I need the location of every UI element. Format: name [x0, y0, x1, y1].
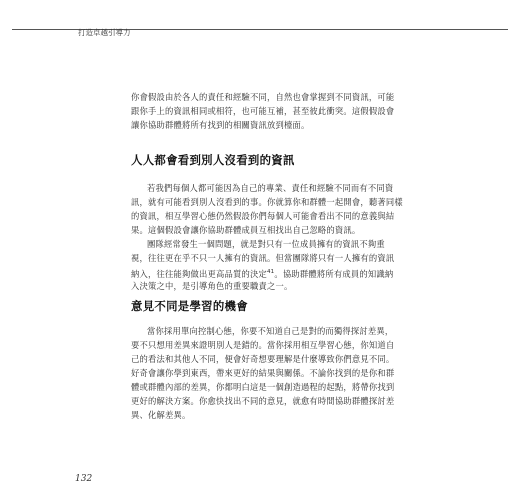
section-heading: 意見不同是學習的機會 — [131, 299, 248, 313]
text-line: 訊，就有可能看到別人沒看到的事。你就算你和群體一起開會，聽著同樣 — [131, 197, 403, 207]
section1-paragraph1 — [131, 181, 403, 237]
text-run: 納入，往往能夠做出更高品質的決定 — [131, 269, 267, 279]
section1-paragraph2 — [131, 237, 396, 293]
text-line: 跟你手上的資訊相同或相符，也可能互補，甚至彼此衝突。這假假設會 — [131, 106, 395, 116]
text-line: 當你採用單向控制心態，你要不知道自己是對的而獨得探討差異， — [147, 326, 394, 336]
text-line: 異、化解差異。 — [131, 410, 191, 420]
text-line: 體或群體內部的差異，你都明白這是一個創造過程的起點，將帶你找到 — [131, 382, 395, 392]
text-line: 己的看法和其他人不同，便會好奇想要理解是什麼導致你們意見不同。 — [131, 354, 395, 364]
text-line: 要不只想用差異來證明別人是錯的。當你採用相互學習心態，你知道自 — [131, 340, 395, 350]
text-line: 入決策之中，是引導角色的重要職責之一。 — [131, 281, 293, 291]
page-number: 132 — [75, 474, 93, 484]
text-line: 更好的解決方案。你愈快找出不同的意見，就愈有時間協助群體探討差 — [131, 396, 395, 406]
text-line: 你會假設由於各人的責任和經驗不同，自然也會掌握到不同資訊，可能 — [131, 92, 395, 102]
section-heading: 人人都會看到別人沒看到的資訊 — [131, 153, 295, 167]
intro-paragraph — [131, 90, 396, 132]
section2-paragraph — [131, 324, 396, 422]
text-line: 若我們每個人都可能因為自己的專業、責任和經驗不同而有不同資 — [147, 183, 394, 193]
text-line: 讓你協助群體將所有找到的相關資訊放到檯面。 — [131, 120, 310, 130]
text-line: 的資訊，相互學習心態仍然假設你們每個人可能會看出不同的意義與結 — [131, 211, 395, 221]
text-run: 。協助群體將所有成員的知識納 — [274, 269, 394, 279]
footnote-ref: 41 — [266, 269, 275, 275]
running-head: 打造卓越引導力 — [78, 28, 131, 37]
text-line: 視，往往更在乎不只一人擁有的資訊。但當團隊將只有一人擁有的資訊 — [131, 253, 395, 263]
text-line: 好奇會讓你學到東西，帶來更好的結果與關係。不論你找到的是你和群 — [131, 368, 395, 378]
text-line: 果。這個假設會讓你協助群體成員互相找出自己忽略的資訊。 — [131, 225, 361, 235]
text-line — [131, 265, 396, 279]
text-line: 團隊經常發生一個問題，就是對只有一位成員擁有的資訊不夠重 — [147, 239, 385, 249]
